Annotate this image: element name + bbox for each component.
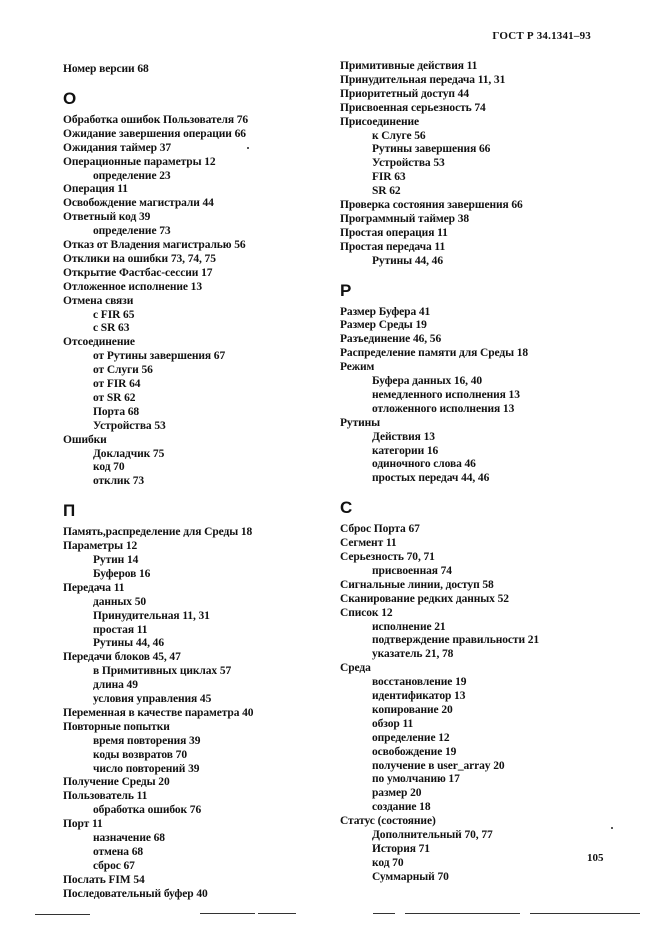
index-subentry: назначение 68: [93, 832, 165, 844]
index-subentry: копирование 20: [372, 703, 453, 716]
index-entry: Простая передача 11: [340, 240, 446, 253]
index-subentry: с SR 63: [93, 322, 130, 335]
index-subentry: Рутины 44, 46: [372, 254, 443, 267]
index-subentry: определение 73: [93, 225, 171, 238]
index-subentry: коды возвратов 70: [93, 748, 187, 761]
index-subentry: восстановление 19: [372, 676, 467, 689]
index-entry: Размер Среды 19: [340, 319, 427, 332]
section-letter: П: [63, 501, 76, 521]
index-subentry: код 70: [93, 461, 125, 474]
index-subentry: Принудительная 11, 31: [93, 609, 210, 622]
index-subentry: Устройства 53: [372, 157, 445, 170]
index-entry: Обработка ошибок Пользователя 76: [63, 113, 249, 126]
index-subentry: обзор 11: [372, 717, 414, 730]
index-subentry: длина 49: [93, 679, 138, 692]
index-subentry: по умолчанию 17: [372, 773, 460, 786]
index-entry: Примитивные действия 11: [340, 60, 478, 72]
index-subentry: от Рутины завершения 67: [93, 350, 226, 363]
index-subentry: освобождение 19: [372, 745, 457, 758]
index-subentry: Рутины завершения 66: [372, 143, 491, 156]
section-letter: С: [340, 498, 353, 518]
index-entry: Режим: [340, 361, 375, 374]
index-subentry: время повторения 39: [93, 734, 201, 747]
index-entry: Рутины: [340, 416, 381, 429]
page-number: 105: [587, 852, 604, 864]
index-entry: Принудительная передача 11, 31: [340, 73, 506, 86]
index-entry: Пользователь 11: [63, 790, 148, 803]
index-subentry: с FIR 65: [93, 308, 135, 321]
index-entry: Переменная в качестве параметра 40: [63, 706, 254, 719]
index-subentry: Порта 68: [93, 405, 140, 418]
index-entry: Передачи блоков 45, 47: [63, 651, 181, 664]
index-subentry: условия управления 45: [93, 693, 212, 705]
index-entry: Отсоединение: [63, 336, 135, 349]
index-entry: Ошибки: [63, 433, 107, 446]
scan-dot: [611, 827, 613, 829]
document-header: ГОСТ Р 34.1341–93: [492, 30, 591, 42]
index-subentry: код 70: [372, 856, 404, 869]
index-subentry: исполнение 21: [372, 620, 446, 633]
index-entry: Среда: [340, 662, 371, 675]
index-subentry: Рутины 44, 46: [93, 637, 164, 650]
index-entry: Повторные попытки: [63, 720, 170, 733]
index-subentry: от SR 62: [93, 391, 136, 404]
index-entry: Разъединение 46, 56: [340, 333, 442, 346]
index-subentry: определение 23: [93, 169, 171, 182]
index-subentry: определение 12: [372, 731, 450, 744]
index-subentry: создание 18: [372, 801, 431, 814]
index-entry: Ожидание завершения операции 66: [63, 127, 246, 140]
index-subentry: Рутин 14: [93, 554, 139, 566]
index-subentry: Буферов 16: [93, 567, 151, 580]
index-entry: Отказ от Владения магистралью 56: [63, 239, 246, 251]
index-subentry: Докладчик 75: [93, 447, 165, 460]
index-entry: Проверка состояния завершения 66: [340, 199, 523, 211]
index-entry: Операционные параметры 12: [63, 155, 216, 168]
index-subentry: число повторений 39: [93, 762, 200, 775]
index-subentry: Буфера данных 16, 40: [372, 375, 483, 387]
index-subentry: подтверждение правильности 21: [372, 634, 540, 647]
index-entry: Номер версии 68: [63, 63, 149, 75]
index-entry: Память,распределение для Среды 18: [63, 526, 253, 539]
scan-line: [373, 913, 395, 914]
index-entry: Серьезность 70, 71: [340, 551, 435, 563]
index-subentry: Устройства 53: [93, 419, 166, 432]
index-entry: Сканирование редких данных 52: [340, 592, 509, 605]
index-entry: Сброс Порта 67: [340, 523, 420, 536]
index-subentry: сброс 67: [93, 859, 135, 872]
index-entry: Параметры 12: [63, 540, 138, 553]
index-subentry: немедленного исполнения 13: [372, 388, 520, 401]
section-letter: О: [63, 88, 77, 108]
index-subentry: указатель 21, 78: [372, 648, 454, 661]
index-subentry: обработка ошибок 76: [93, 804, 202, 817]
index-entry: Передача 11: [63, 581, 125, 594]
index-subentry: от FIR 64: [93, 378, 141, 390]
index-subentry: Действия 13: [372, 430, 435, 443]
index-subentry: категории 16: [372, 444, 439, 457]
index-entry: Ответный код 39: [63, 211, 151, 224]
index-subentry: присвоенная 74: [372, 564, 452, 577]
index-entry: Сигнальные линии, доступ 58: [340, 578, 494, 591]
index-subentry: идентификатор 13: [372, 690, 466, 702]
index-subentry: отклик 73: [93, 475, 145, 488]
index-entry: Приоритетный доступ 44: [340, 87, 469, 100]
index-entry: Статус (состояние): [340, 815, 436, 828]
index-entry: Отложенное исполнение 13: [63, 280, 202, 293]
scan-line: [405, 913, 520, 914]
index-entry: Послать FIM 54: [63, 873, 145, 886]
index-subentry: Суммарный 70: [372, 870, 449, 883]
scan-line: [530, 913, 640, 914]
index-subentry: простая 11: [93, 623, 148, 636]
scan-line: [200, 913, 255, 914]
section-letter: Р: [340, 280, 352, 300]
index-entry: Последовательный буфер 40: [63, 887, 208, 900]
index-entry: Отклики на ошибки 73, 74, 75: [63, 252, 216, 265]
index-entry: Присоединение: [340, 115, 420, 128]
index-entry: Ожидания таймер 37: [63, 141, 172, 154]
index-subentry: отмена 68: [93, 845, 144, 858]
index-entry: Программный таймер 38: [340, 212, 470, 225]
index-subentry: FIR 63: [372, 171, 406, 184]
scan-line: [258, 913, 296, 914]
index-entry: Сегмент 11: [340, 537, 397, 550]
index-entry: Распределение памяти для Среды 18: [340, 347, 529, 360]
index-subentry: данных 50: [93, 595, 147, 608]
index-entry: Освобождение магистрали 44: [63, 197, 214, 210]
index-entry: Порт 11: [63, 818, 103, 831]
index-subentry: отложенного исполнения 13: [372, 402, 515, 415]
index-subentry: размер 20: [372, 787, 422, 800]
index-subentry: к Слуге 56: [372, 129, 426, 142]
index-subentry: получение в user_array 20: [372, 759, 505, 772]
index-entry: Присвоенная серьезность 74: [340, 101, 486, 114]
index-entry: Список 12: [340, 606, 393, 619]
index-subentry: История 71: [372, 842, 430, 855]
index-subentry: простых передач 44, 46: [372, 472, 490, 485]
index-subentry: в Примитивных циклах 57: [93, 665, 232, 678]
index-entry: Открытие Фастбас-сессии 17: [63, 266, 213, 279]
scan-dot: [247, 147, 249, 149]
index-subentry: Дополнительный 70, 77: [372, 829, 493, 841]
index-entry: Получение Среды 20: [63, 776, 170, 789]
index-subentry: SR 62: [372, 185, 401, 198]
index-entry: Размер Буфера 41: [340, 305, 431, 318]
index-subentry: от Слуги 56: [93, 364, 153, 377]
index-entry: Операция 11: [63, 183, 128, 196]
index-entry: Простая операция 11: [340, 226, 448, 239]
index-entry: Отмена связи: [63, 294, 134, 307]
index-subentry: одиночного слова 46: [372, 458, 476, 471]
scan-line: [35, 914, 90, 915]
